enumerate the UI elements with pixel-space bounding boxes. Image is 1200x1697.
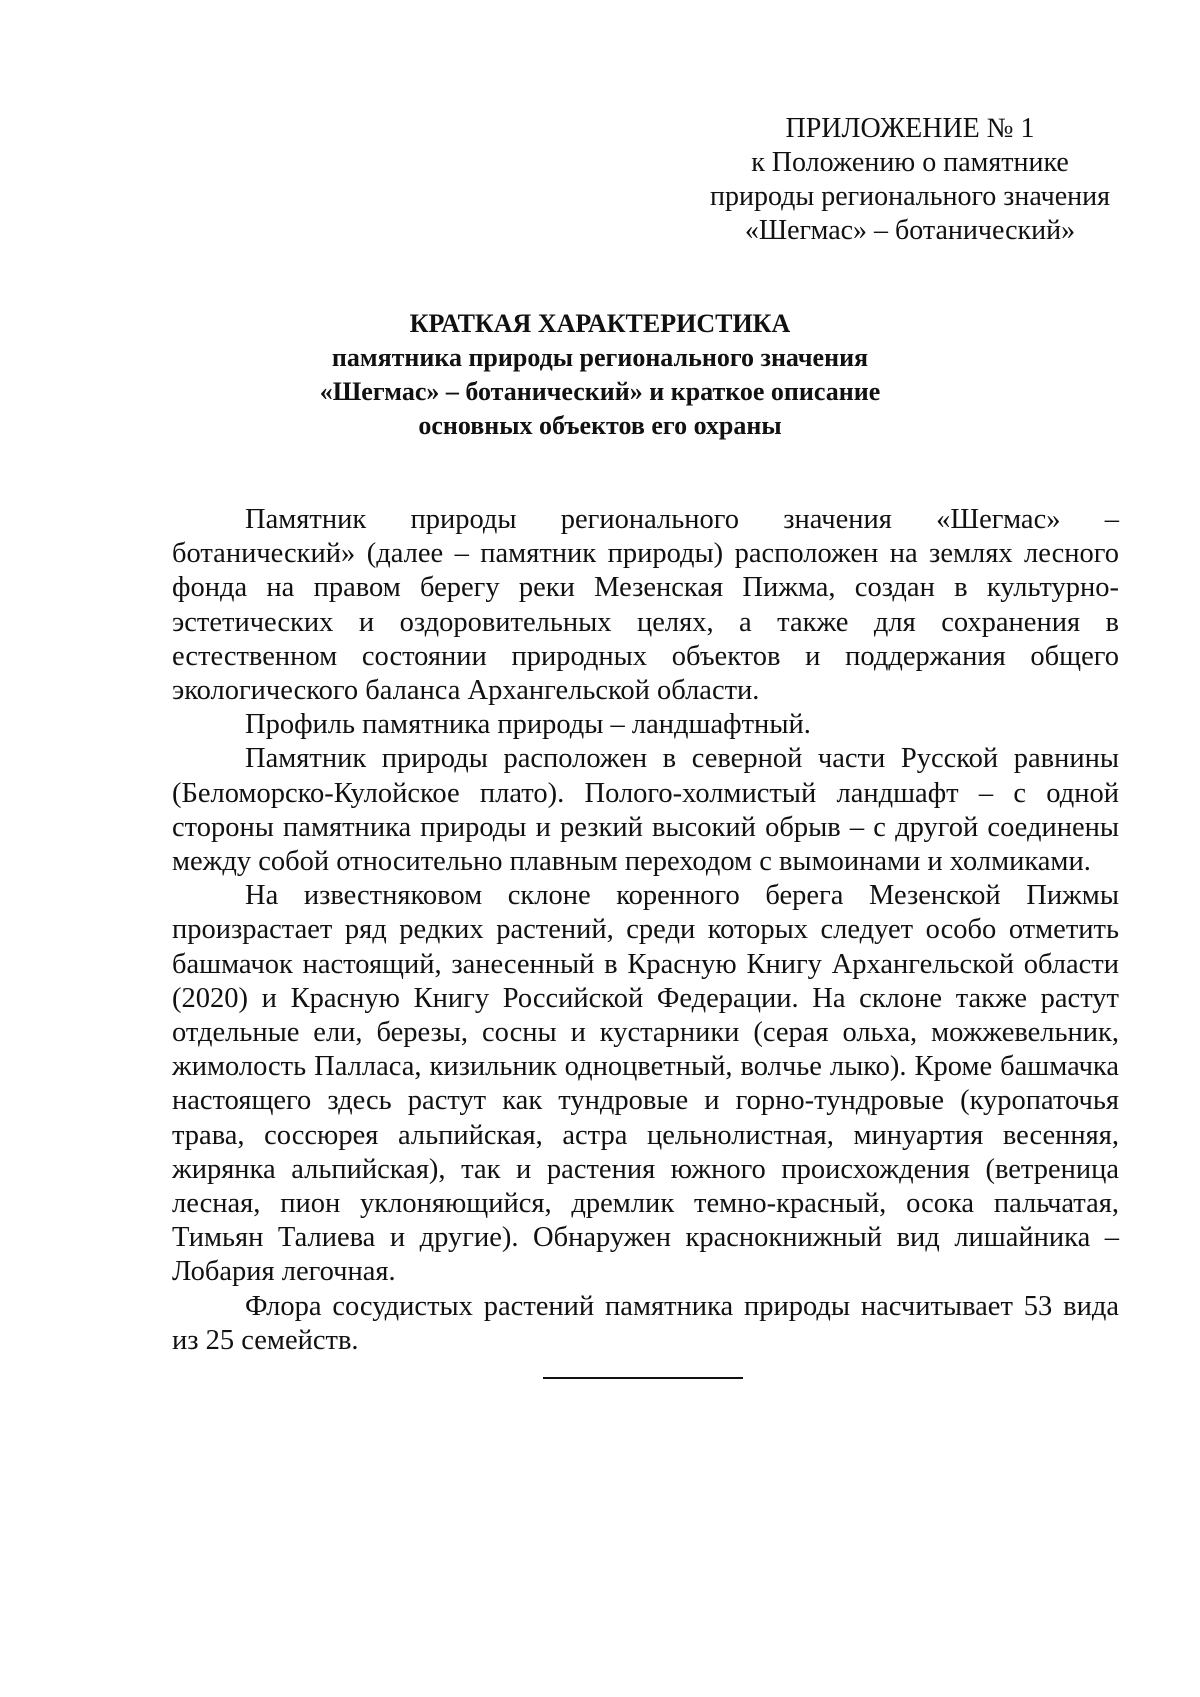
- document-title: [230, 307, 970, 443]
- title-line-4: основных объектов его охраны: [418, 411, 782, 440]
- title-line-1: КРАТКАЯ ХАРАКТЕРИСТИКА: [409, 309, 791, 338]
- appendix-number: ПРИЛОЖЕНИЕ № 1: [785, 113, 1035, 144]
- paragraph-flora-count: Флора сосудистых растений памятника природы насчитывает 53 вида из 25 семейств.: [172, 1290, 1119, 1356]
- paragraph-profile: Профиль памятника природы – ландшафтный.: [245, 709, 811, 741]
- title-line-3: «Шегмас» – ботанический» и краткое описание: [319, 377, 881, 406]
- paragraph-location: Памятник природы расположен в северной части Русской равнины (Беломорско-Кулойское плато). Полого-холмистый ландшафт – с одной стороны памятника природы и резкий высокий обрыв – с другой соединены между собой относительно плавным переходом с вымоинами и холмиками.: [172, 743, 1119, 878]
- appendix-line-4: «Шегмас» – ботанический»: [744, 215, 1076, 246]
- end-separator-line: [543, 1377, 743, 1379]
- appendix-line-2: к Положению о памятнике: [751, 147, 1069, 178]
- document-body: [172, 503, 1119, 1358]
- appendix-header: [690, 112, 1130, 248]
- paragraph-intro: Памятник природы регионального значения «Шегмас» – ботанический» (далее – памятник природы) расположен на землях лесного фонда на правом берегу реки Мезенская Пижма, создан в культурно-эстетических и оздоровительных целях, а также для сохранения в естественном состоянии природных объектов и поддержания общего экологического баланса Архангельской области.: [172, 504, 1119, 707]
- appendix-line-3: природы регионального значения: [710, 181, 1110, 212]
- paragraph-flora-description: На известняковом склоне коренного берега Мезенской Пижмы произрастает ряд редких растений, среди которых следует особо отметить башмачок настоящий, занесенный в Красную Книгу Архангельской области (2020) и Красную Книгу Российской Федерации. На склоне также растут отдельные ели, березы, сосны и кустарники (серая ольха, можжевельник, жимолость Палласа, кизильник одноцветный, волчье лыко). Кроме башмачка настоящего здесь растут как тундровые и горно-тундровые (куропаточья трава, соссюрея альпийская, астра цельнолистная, минуартия весенняя, жирянка альпийская), так и растения южного происхождения (ветреница лесная, пион уклоняющийся, дремлик темно-красный, осока пальчатая, Тимьян Талиева и другие). Обнаружен краснокнижный вид лишайника – Лобария легочная.: [172, 880, 1119, 1288]
- title-line-2: памятника природы регионального значения: [331, 343, 869, 372]
